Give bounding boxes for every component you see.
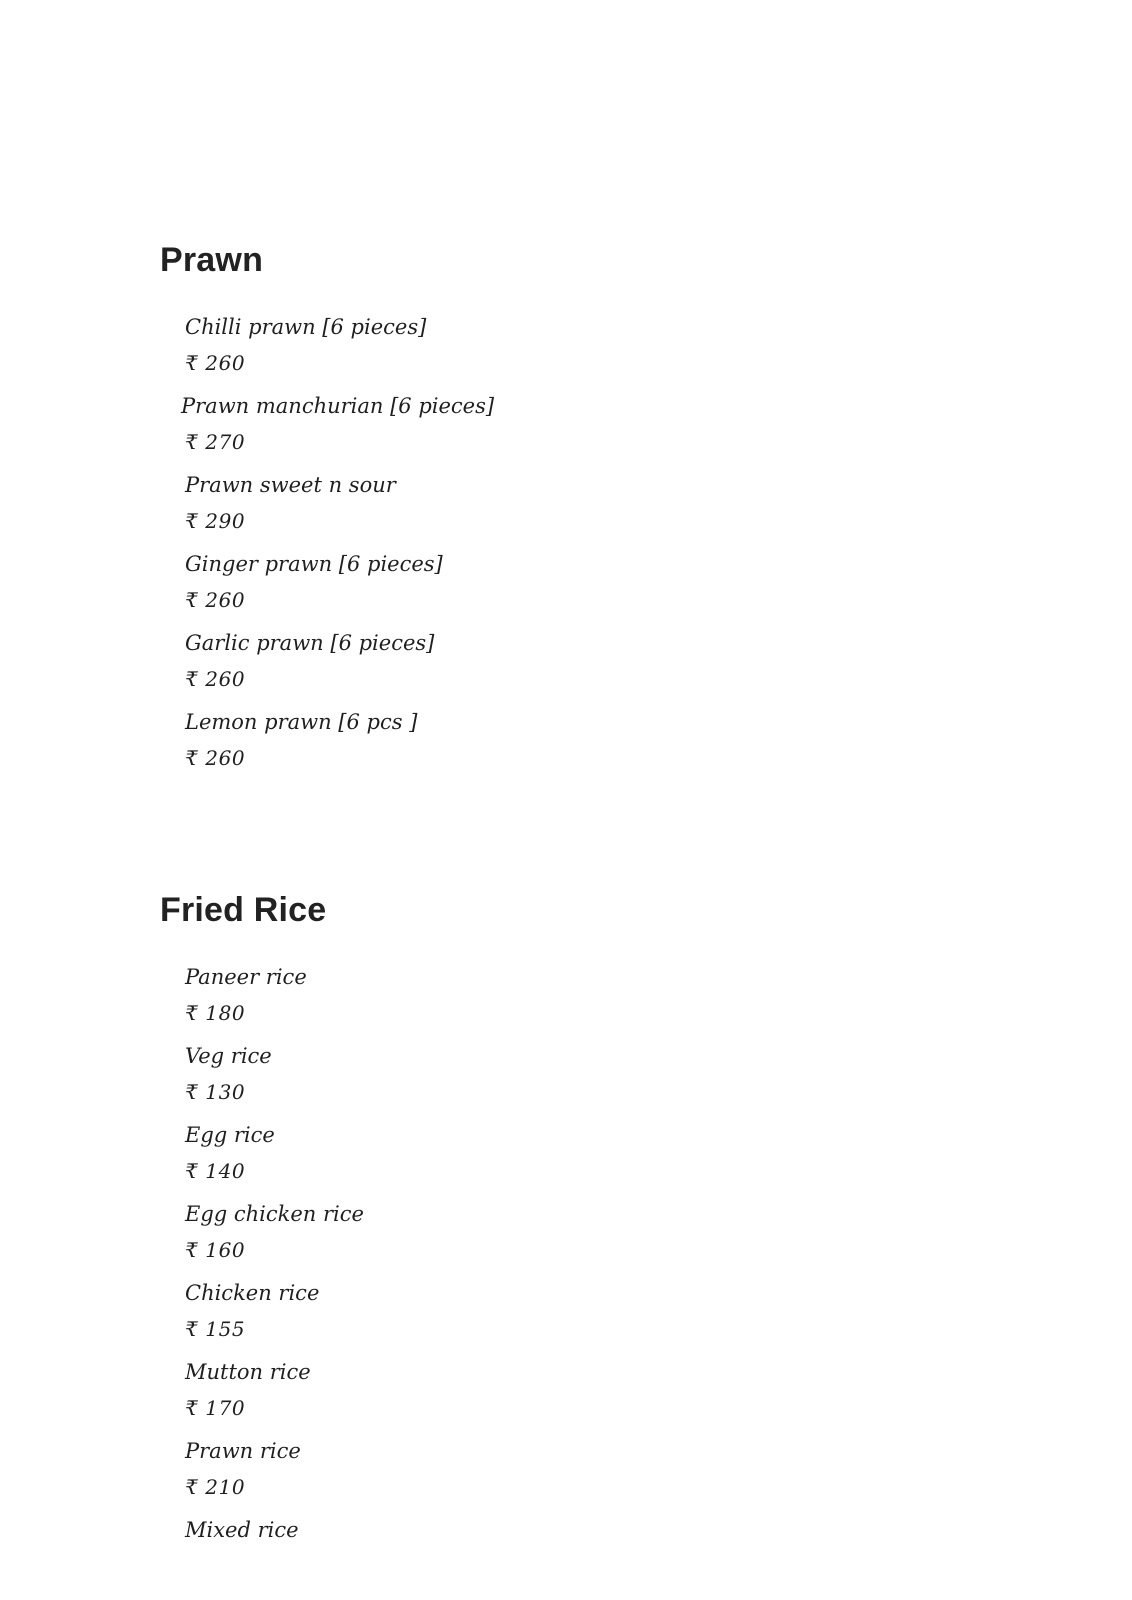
menu-item [185, 628, 1060, 707]
menu-item-list [181, 312, 1060, 786]
item-name: Paneer rice [185, 965, 307, 989]
item-name: Prawn sweet n sour [185, 473, 396, 497]
item-name: Egg chicken rice [185, 1202, 364, 1226]
item-price: ₹ 140 [185, 1159, 246, 1183]
menu-item [185, 1041, 1060, 1120]
item-name: Prawn manchurian [6 pieces] [181, 394, 495, 418]
section-title: Fried Rice [160, 891, 327, 929]
item-name: Lemon prawn [6 pcs ] [185, 710, 418, 734]
item-price: ₹ 170 [185, 1396, 246, 1420]
menu-item [185, 1199, 1060, 1278]
menu-item [185, 549, 1060, 628]
menu-item [185, 312, 1060, 391]
item-price: ₹ 155 [185, 1317, 246, 1341]
item-name: Prawn rice [185, 1439, 301, 1463]
menu-item-list [185, 962, 1060, 1551]
item-price: ₹ 270 [185, 430, 246, 454]
item-name: Garlic prawn [6 pieces] [185, 631, 435, 655]
item-name: Veg rice [185, 1044, 272, 1068]
item-price: ₹ 130 [185, 1080, 246, 1104]
menu-item [185, 1120, 1060, 1199]
item-name: Mixed rice [185, 1518, 299, 1542]
section-prawn [160, 240, 1060, 786]
item-price: ₹ 260 [185, 667, 246, 691]
section-fried-rice [160, 890, 1060, 1551]
item-price: ₹ 260 [185, 351, 246, 375]
item-name: Mutton rice [185, 1360, 311, 1384]
menu-item [185, 1436, 1060, 1515]
menu-item [185, 1278, 1060, 1357]
menu-item [185, 962, 1060, 1041]
item-price: ₹ 290 [185, 509, 246, 533]
item-price: ₹ 180 [185, 1001, 246, 1025]
item-price: ₹ 260 [185, 588, 246, 612]
item-price: ₹ 210 [185, 1475, 246, 1499]
item-price: ₹ 160 [185, 1238, 246, 1262]
section-title: Prawn [160, 241, 264, 279]
menu-item [185, 1357, 1060, 1436]
item-name: Chicken rice [185, 1281, 320, 1305]
item-name: Ginger prawn [6 pieces] [185, 552, 443, 576]
item-name: Egg rice [185, 1123, 275, 1147]
menu-item [185, 470, 1060, 549]
item-name: Chilli prawn [6 pieces] [185, 315, 427, 339]
menu-item [185, 1515, 1060, 1551]
item-price: ₹ 260 [185, 746, 246, 770]
menu-item [181, 391, 1060, 470]
menu-item [185, 707, 1060, 786]
